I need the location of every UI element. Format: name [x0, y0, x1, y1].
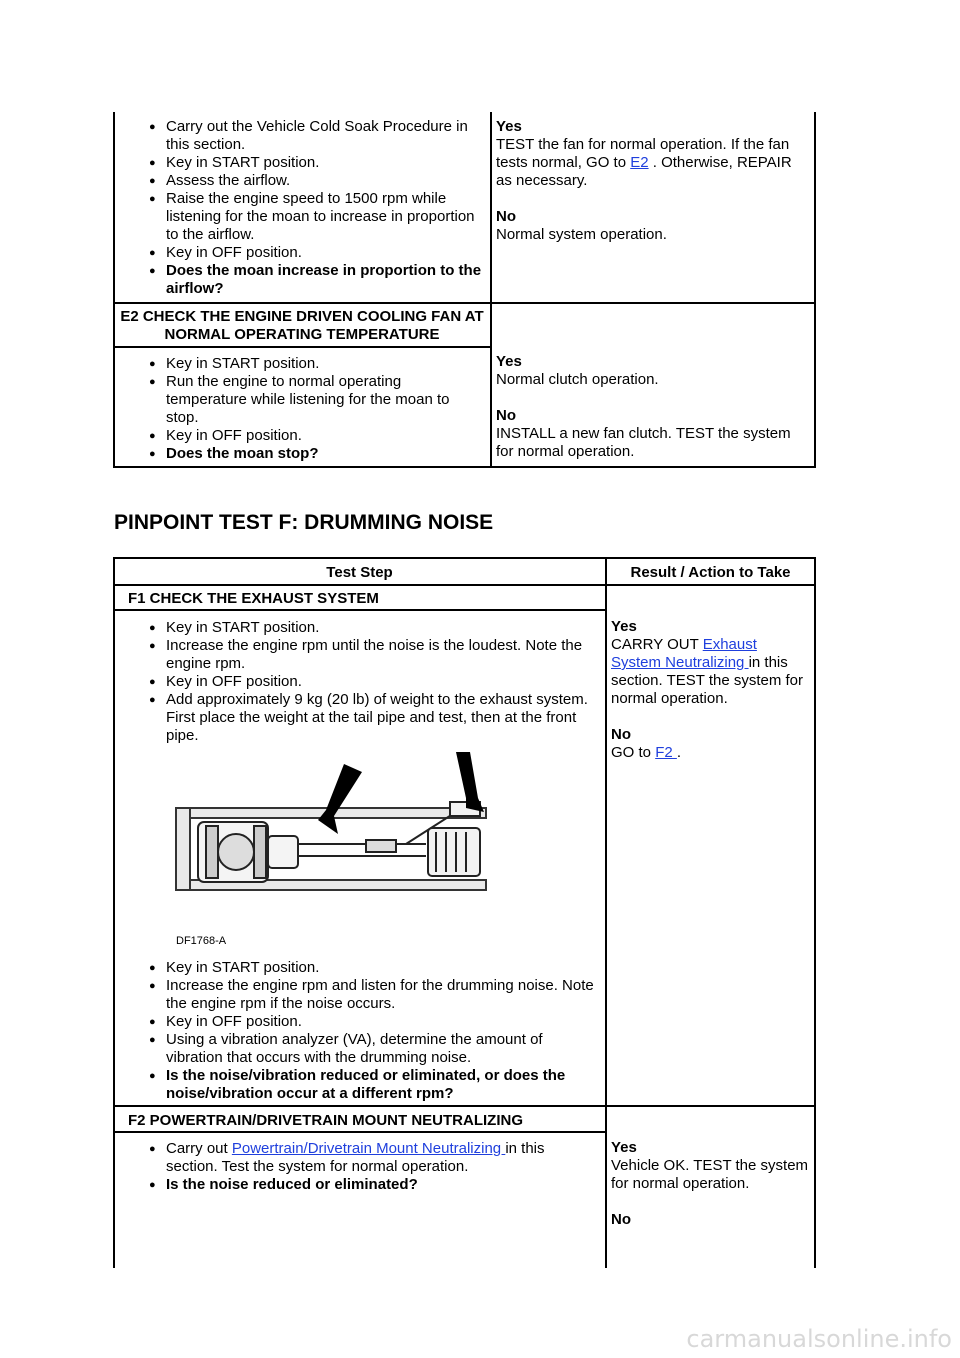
muffler: [366, 840, 396, 852]
powertrain-drivetrain-mount-neutralizing-link[interactable]: Powertrain/Drivetrain Mount Neutralizing: [231, 1140, 506, 1157]
f1-yes-label: Yes: [611, 618, 637, 635]
table-f-row-divider: [113, 1105, 816, 1107]
e2-yes-text: Normal clutch operation.: [496, 371, 659, 388]
e1-no-text: Normal system operation.: [496, 226, 667, 243]
e1-test-steps: [114, 118, 486, 298]
f2-step-text-before: Carry out: [166, 1140, 232, 1157]
e2-no-text: INSTALL a new fan clutch. TEST the system for normal operation.: [496, 425, 791, 460]
f1-no-text-after: .: [676, 744, 682, 761]
table-e-row-divider: [113, 302, 816, 304]
f1-no-text: [611, 744, 809, 762]
f1-step-5: ● Key in START position.: [114, 959, 600, 977]
e2-link[interactable]: E2: [630, 154, 649, 171]
e1-yes-text: [496, 136, 796, 190]
e1-step-5: ● Key in OFF position.: [114, 244, 486, 262]
f1-step-7: ● Key in OFF position.: [114, 1013, 600, 1031]
e2-no-label: No: [496, 407, 516, 424]
f1-step-8: ● Using a vibration analyzer (VA), determine the amount of vibration that occurs with the drumming noise.: [114, 1031, 600, 1067]
e1-no-label: No: [496, 208, 516, 225]
f1-step-2: ● Increase the engine rpm until the noise is the loudest. Note the engine rpm.: [114, 637, 600, 673]
figure-caption: DF1768-A: [176, 935, 227, 947]
f1-header: F1 CHECK THE EXHAUST SYSTEM: [128, 590, 379, 607]
f2-step-1: [114, 1140, 600, 1176]
f1-yes-text: [611, 636, 809, 708]
e1-step-4: ● Raise the engine speed to 1500 rpm while listening for the moan to increase in proportion to the airflow.: [114, 190, 486, 244]
e1-yes-text-before: TEST the fan for normal operation. If the fan tests normal, GO to: [496, 136, 790, 171]
f2-step-text-after: in this section. Test the system for normal operation.: [166, 1140, 545, 1175]
e2-step-2: ● Run the engine to normal operating temperature while listening for the moan to stop.: [114, 373, 486, 427]
f2-no-label: No: [611, 1211, 631, 1228]
table-f-column-divider: [605, 557, 607, 1268]
e2-step-1: ● Key in START position.: [114, 355, 486, 373]
f1-test-steps-a: [114, 619, 600, 745]
f1-result: [611, 618, 809, 762]
table-f-header-divider: [113, 584, 816, 586]
e2-step-3: ● Key in OFF position.: [114, 427, 486, 445]
f2-test-steps: [114, 1140, 600, 1194]
footer-watermark: carmanualsonline.info: [686, 1325, 952, 1353]
exhaust-system-figure: [166, 752, 492, 952]
table-e-bottom-border: [113, 466, 816, 468]
front-pipe-arrow-icon: [318, 764, 362, 834]
e1-yes-text-after: . Otherwise, REPAIR as necessary.: [496, 154, 792, 189]
f1-step-1: ● Key in START position.: [114, 619, 600, 637]
e2-header: E2 CHECK THE ENGINE DRIVEN COOLING FAN AT NORMAL OPERATING TEMPERATURE: [120, 308, 484, 343]
col-header-test-step: Test Step: [326, 564, 393, 581]
f2-result: [611, 1139, 809, 1229]
e2-test-steps: [114, 355, 486, 463]
e2-question: ● Does the moan stop?: [114, 445, 486, 463]
table-e-column-divider: [490, 112, 492, 468]
exhaust-system-neutralizing-link[interactable]: Exhaust System Neutralizing: [611, 636, 757, 671]
engine-pulley: [218, 834, 254, 870]
f1-test-steps-b: [114, 959, 600, 1103]
f1-step-3: ● Key in OFF position.: [114, 673, 600, 691]
f1-no-label: No: [611, 726, 631, 743]
table-f-right-border: [814, 557, 816, 1268]
e1-step-1: ● Carry out the Vehicle Cold Soak Procedure in this section.: [114, 118, 486, 154]
table-e-right-border: [814, 112, 816, 468]
e1-result: [496, 118, 796, 244]
e1-step-3: ● Assess the airflow.: [114, 172, 486, 190]
e1-yes-label: Yes: [496, 118, 522, 135]
e1-step-2: ● Key in START position.: [114, 154, 486, 172]
f1-yes-text-before: CARRY OUT: [611, 636, 703, 653]
f1-step-6: ● Increase the engine rpm and listen for the drumming noise. Note the engine rpm if the noise occurs.: [114, 977, 600, 1013]
col-header-result: Result / Action to Take: [630, 564, 791, 581]
f2-yes-text: Vehicle OK. TEST the system for normal operation.: [611, 1157, 809, 1192]
f1-no-text-before: GO to: [611, 744, 656, 761]
e2-yes-label: Yes: [496, 353, 522, 370]
f2-header: F2 POWERTRAIN/DRIVETRAIN MOUNT NEUTRALIZING: [128, 1112, 523, 1129]
f1-question: ● Is the noise/vibration reduced or eliminated, or does the noise/vibration occur at a different rpm?: [114, 1067, 600, 1103]
e1-question: ● Does the moan increase in proportion to the airflow?: [114, 262, 486, 298]
f1-header-divider: [113, 609, 607, 611]
f2-header-divider: [113, 1131, 607, 1133]
f2-question: ● Is the noise reduced or eliminated?: [114, 1176, 600, 1194]
section-title: PINPOINT TEST F: DRUMMING NOISE: [114, 511, 494, 534]
frame-front-crossmember: [176, 808, 190, 890]
e2-result: [496, 353, 796, 461]
transmission: [268, 836, 298, 868]
f2-link[interactable]: F2: [655, 744, 677, 761]
table-f-top-border: [113, 557, 816, 559]
f2-yes-label: Yes: [611, 1139, 637, 1156]
table-e-header-divider: [113, 346, 492, 348]
f1-step-4: ● Add approximately 9 kg (20 lb) of weight to the exhaust system. First place the weight at the tail pipe and test, then at the front pipe.: [114, 691, 600, 745]
f1-yes-text-after: in this section. TEST the system for normal operation.: [611, 654, 804, 707]
